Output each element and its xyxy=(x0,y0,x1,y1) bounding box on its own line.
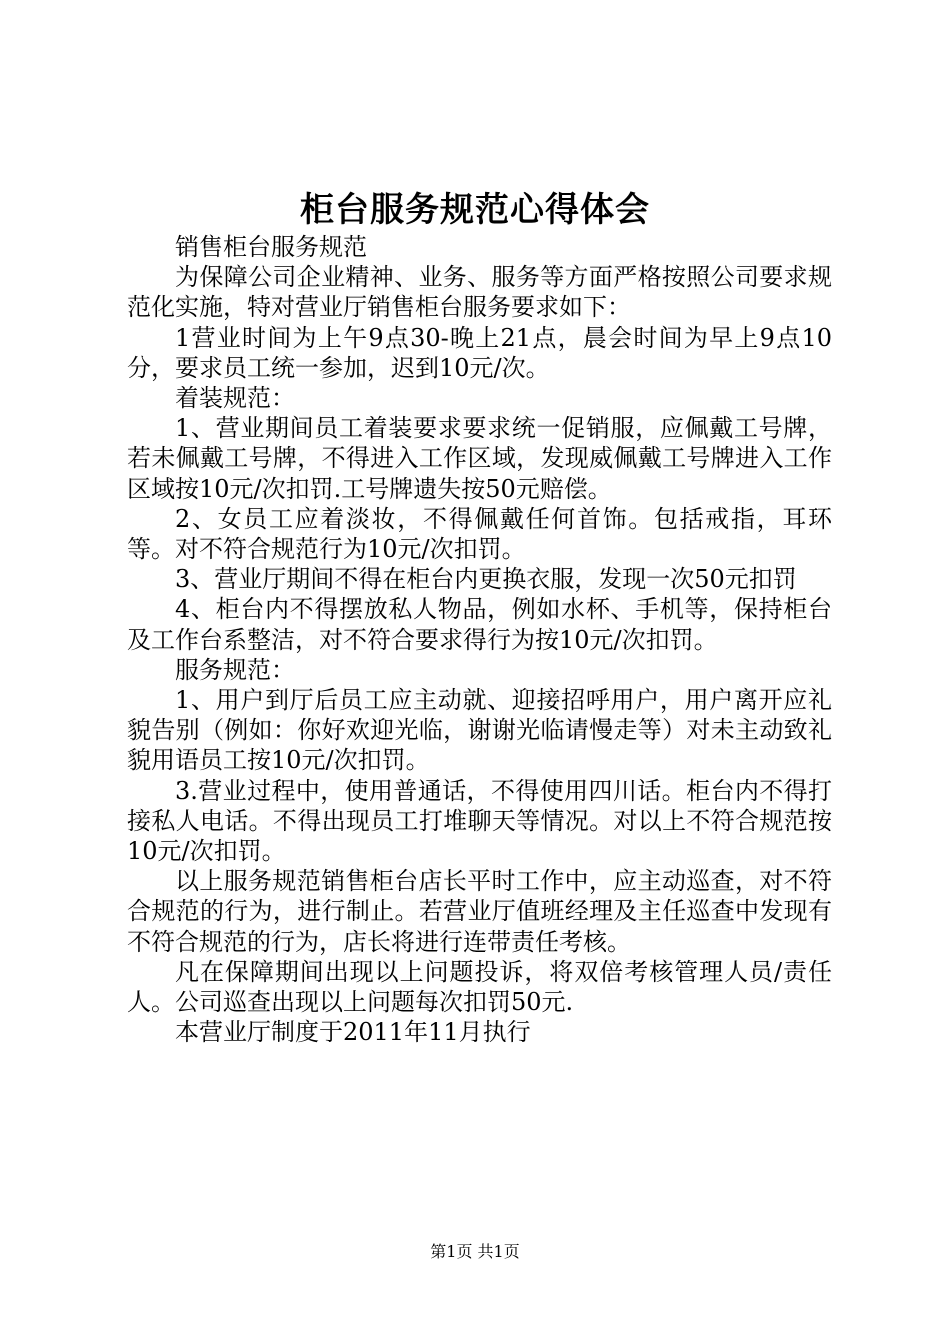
paragraph: 4、柜台内不得摆放私人物品，例如水杯、手机等，保持柜台及工作台系整洁，对不符合要求得行为按10元/次扣罚。 xyxy=(127,595,832,654)
paragraph: 1、营业期间员工着装要求要求统一促销服，应佩戴工号牌，若未佩戴工号牌，不得进入工作区域，发现威佩戴工号牌进入工作区域按10元/次扣罚.工号牌遗失按50元赔偿。 xyxy=(127,414,832,503)
paragraph: 销售柜台服务规范 xyxy=(175,233,367,261)
document-body xyxy=(127,232,832,1047)
paragraph: 3.营业过程中，使用普通话，不得使用四川话。柜台内不得打接私人电话。不得出现员工打堆聊天等情况。对以上不符合规范按10元/次扣罚。 xyxy=(127,776,832,866)
paragraph: 着装规范： xyxy=(175,384,295,413)
page-footer: 第1页 共1页 xyxy=(430,1242,520,1261)
paragraph: 3、营业厅期间不得在柜台内更换衣服，发现一次50元扣罚 xyxy=(175,565,797,594)
paragraph: 为保障公司企业精神、业务、服务等方面严格按照公司要求规范化实施，特对营业厅销售柜台服务要求如下： xyxy=(127,263,832,322)
paragraph: 以上服务规范销售柜台店长平时工作中，应主动巡查，对不符合规范的行为，进行制止。若营业厅值班经理及主任巡查中发现有不符合规范的行为，店长将进行连带责任考核。 xyxy=(127,867,832,956)
document-title: 柜台服务规范心得体会 xyxy=(300,190,650,230)
paragraph: 2、女员工应着淡妆，不得佩戴任何首饰。包括戒指，耳环等。对不符合规范行为10元/次扣罚。 xyxy=(127,504,832,564)
paragraph: 1、用户到厅后员工应主动就、迎接招呼用户，用户离开应礼貌告别（例如：你好欢迎光临，谢谢光临请慢走等）对未主动致礼貌用语员工按10元/次扣罚。 xyxy=(127,686,832,775)
paragraph: 服务规范： xyxy=(175,655,295,684)
paragraph: 1营业时间为上午9点30-晚上21点，晨会时间为早上9点10分，要求员工统一参加，迟到10元/次。 xyxy=(127,323,832,382)
paragraph: 凡在保障期间出现以上问题投诉，将双倍考核管理人员/责任人。公司巡查出现以上问题每次扣罚50元. xyxy=(127,957,832,1017)
paragraph: 本营业厅制度于2011年11月执行 xyxy=(175,1018,531,1047)
